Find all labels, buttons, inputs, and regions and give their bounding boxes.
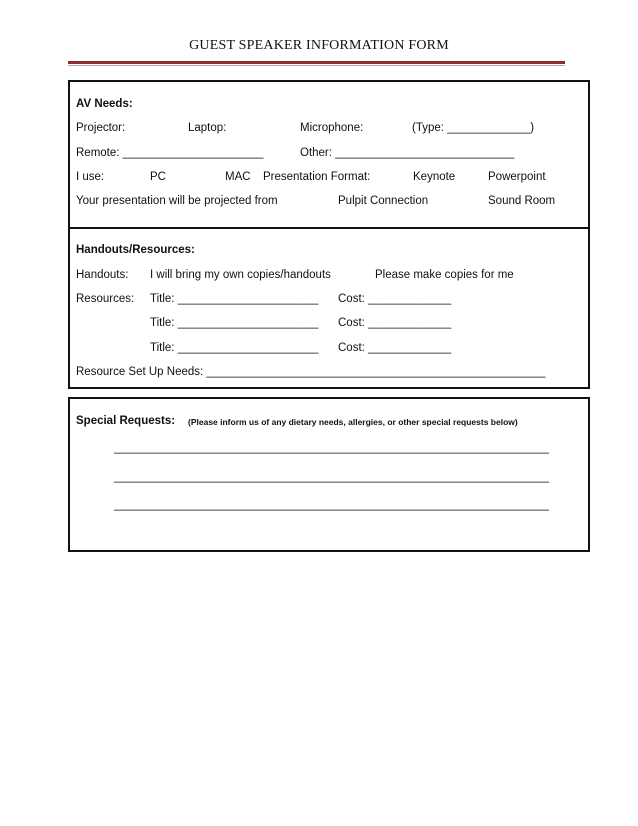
av-handouts-section	[68, 80, 590, 389]
sound-room-option[interactable]: Sound Room	[488, 195, 556, 207]
remote-field[interactable]: Remote: ______________________	[76, 147, 264, 159]
special-requests-section	[68, 397, 590, 552]
resources-label: Resources:	[76, 293, 135, 305]
special-request-line[interactable]: ____________________________________________________________________	[114, 471, 549, 483]
resource-cost-field[interactable]: Cost: _____________	[338, 317, 452, 329]
microphone-type-field[interactable]: (Type: _____________)	[412, 122, 535, 134]
microphone-option[interactable]: Microphone:	[300, 122, 364, 134]
other-field[interactable]: Other: ____________________________	[300, 147, 515, 159]
special-request-line[interactable]: ____________________________________________________________________	[114, 499, 549, 511]
special-request-line[interactable]: ____________________________________________________________________	[114, 442, 549, 454]
pc-option[interactable]: PC	[150, 171, 166, 183]
mac-option[interactable]: MAC	[225, 171, 251, 183]
handouts-resources-heading: Handouts/Resources:	[76, 244, 195, 256]
title-underline-shadow	[68, 65, 565, 66]
form-title: GUEST SPEAKER INFORMATION FORM	[189, 38, 449, 53]
i-use-label: I use:	[76, 171, 105, 183]
resource-title-field[interactable]: Title: ______________________	[150, 293, 319, 305]
laptop-option[interactable]: Laptop:	[188, 122, 227, 134]
projected-from-label: Your presentation will be projected from	[76, 195, 278, 207]
projector-option[interactable]: Projector:	[76, 122, 126, 134]
own-copies-option[interactable]: I will bring my own copies/handouts	[150, 269, 331, 281]
section-divider	[70, 227, 588, 229]
av-needs-heading: AV Needs:	[76, 98, 133, 110]
presentation-format-label: Presentation Format:	[263, 171, 371, 183]
resource-title-field[interactable]: Title: ______________________	[150, 317, 319, 329]
powerpoint-option[interactable]: Powerpoint	[488, 171, 546, 183]
resource-cost-field[interactable]: Cost: _____________	[338, 293, 452, 305]
resource-cost-field[interactable]: Cost: _____________	[338, 342, 452, 354]
pulpit-connection-option[interactable]: Pulpit Connection	[338, 195, 429, 207]
special-requests-heading: Special Requests:	[76, 415, 176, 427]
keynote-option[interactable]: Keynote	[413, 171, 456, 183]
title-underline	[68, 61, 565, 64]
special-requests-note: (Please inform us of any dietary needs, allergies, or other special requests below)	[188, 417, 518, 427]
resource-title-field[interactable]: Title: ______________________	[150, 342, 319, 354]
handouts-label: Handouts:	[76, 269, 129, 281]
make-copies-option[interactable]: Please make copies for me	[375, 269, 514, 281]
resource-setup-field[interactable]: Resource Set Up Needs: _____________________________________________________	[76, 366, 546, 378]
